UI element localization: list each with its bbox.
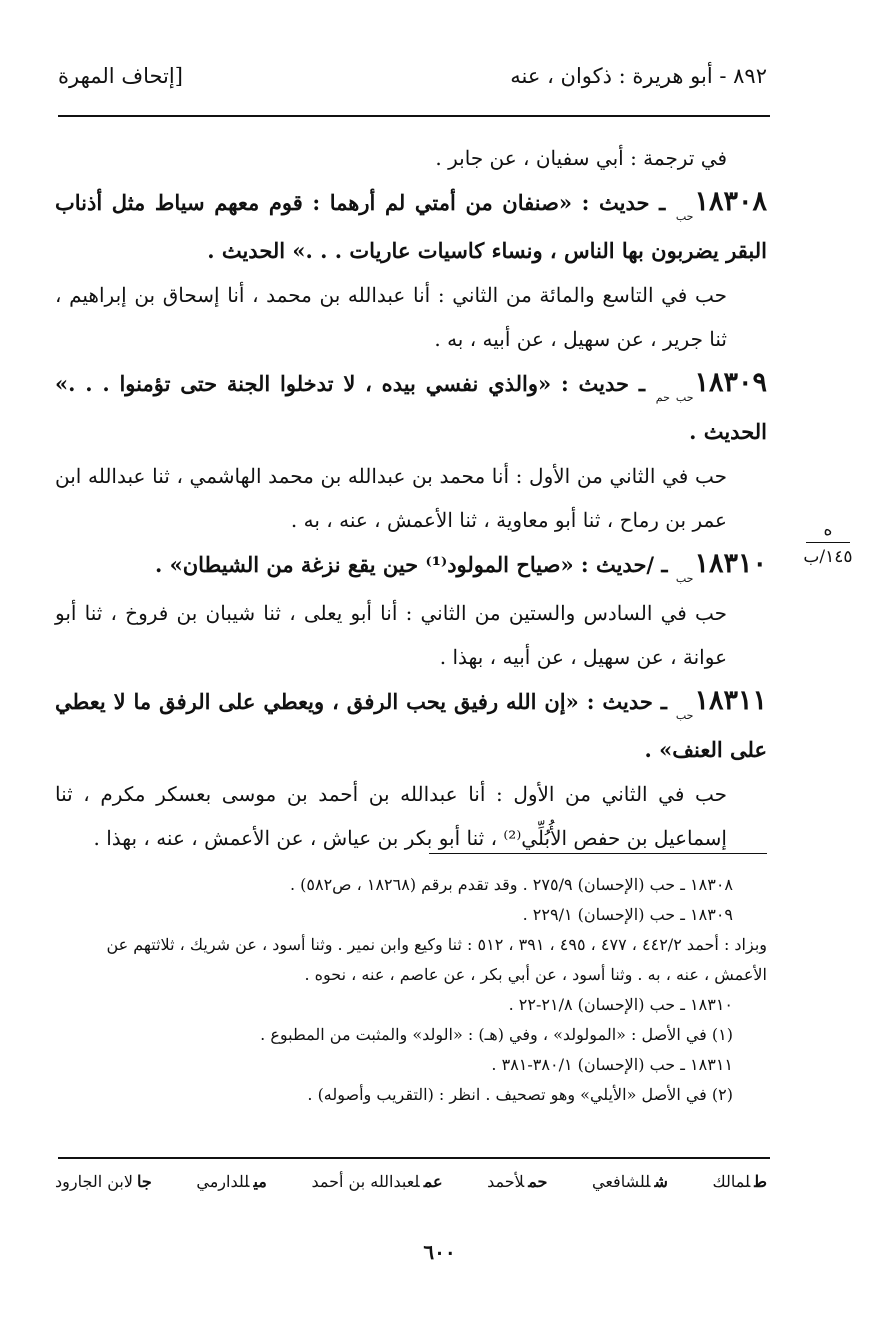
hadith-number: ١٨٣٠٩: [694, 367, 768, 398]
main-text: [55, 136, 767, 860]
footnotes: [55, 870, 767, 1110]
abbreviation-item: حملأحمد: [487, 1172, 548, 1191]
source-symbol: حب: [675, 210, 694, 223]
hadith-entry: $١٨٣٠٨_{حب}$ ـ حديث : «صنفان من أمتي لم أرهما : قوم معهم سياط مثل أذناب البقر يضربون بها الناس ، ونساء كاسيات عاريات . . .» الحديث .: [55, 186, 767, 263]
running-header-title: ٨٩٢ - أبو هريرة : ذكوان ، عنه: [510, 64, 767, 88]
folio-marker-bottom: ١٤٥/ب: [803, 547, 853, 567]
hadith-entry: $١٨٣٠٩_{حب حم}$ ـ حديث : «والذي نفسي بيده ، لا تدخلوا الجنة حتى تؤمنوا . . .» الحديث .: [55, 367, 768, 444]
isnad-paragraph: حب في السادس والستين من الثاني : أنا أبو يعلى ، ثنا شيبان بن فروخ ، ثنا أبو عوانة ، عن سهيل ، عن أبيه ، بهذا .: [55, 601, 727, 669]
isnad-paragraph: حب في التاسع والمائة من الثاني : أنا عبدالله بن محمد ، أنا إسحاق بن إبراهيم ، ثنا جرير ، عن سهيل ، عن أبيه ، به .: [55, 283, 727, 351]
abbreviations-rule: [58, 1157, 770, 1159]
hadith-number: ١٨٣٠٨: [694, 186, 767, 217]
page-number: ٦٠٠: [423, 1240, 456, 1264]
hadith-text: «صياح المولود⁽¹⁾ حين يقع نزغة من الشيطان» .: [154, 552, 574, 577]
hadith-text: «والذي نفسي بيده ، لا تدخلوا الجنة حتى تؤمنوا . . .» الحديث .: [55, 371, 767, 444]
hadith-label: /حديث :: [580, 552, 655, 577]
footnote-line: ١٨٣١٠ ـ حب (الإحسان) ٢١/٨-٢٢ .: [508, 995, 733, 1014]
hadith-number: ١٨٣١٠: [694, 548, 767, 579]
hadith-number: ١٨٣١١: [694, 685, 767, 716]
footnote-line: (١) في الأصل : «المولولد» ، وفي (هـ) : «الولد» والمثبت من المطبوع .: [260, 1025, 733, 1044]
isnad-paragraph: حب في الثاني من الأول : أنا محمد بن عبدالله بن محمد الهاشمي ، ثنا عبدالله ابن عمر بن رماح ، ثنا أبو معاوية ، ثنا الأعمش ، عنه ، به .: [55, 464, 727, 532]
abbreviation-item: عملعبدالله بن أحمد: [311, 1172, 443, 1191]
hadith-label: حديث :: [560, 371, 630, 396]
abbreviation-item: ميللدارمي: [196, 1172, 267, 1191]
hadith-label: حديث :: [586, 689, 653, 714]
footnote-line: (٢) في الأصل «الأيلي» وهو تصحيف . انظر : (التقريب وأصوله) .: [307, 1085, 733, 1104]
hadith-entry: $١٨٣١١_{حب}$ ـ حديث : «إن الله رفيق يحب الرفق ، ويعطي على الرفق ما لا يعطي على العنف» .: [55, 685, 767, 762]
isnad-paragraph: حب في الثاني من الأول : أنا عبدالله بن أحمد بن موسى بعسكر مكرم ، ثنا إسماعيل بن حفص الأُبُلِّي⁽²⁾ ، ثنا أبو بكر بن عياش ، عن الأعمش ، عنه ، بهذا .: [55, 782, 727, 850]
hadith-text: «صنفان من أمتي لم أرهما : قوم معهم سياط مثل أذناب البقر يضربون بها الناس ، ونساء كاسيات عاريات . . .» الحديث .: [55, 190, 767, 263]
abbreviation-key: [55, 1172, 767, 1191]
abbreviation-item: شللشافعي: [592, 1172, 668, 1191]
folio-marker-line: [806, 542, 850, 543]
running-header-book: [إتحاف المهرة: [58, 64, 183, 88]
header-rule: [58, 115, 770, 117]
source-symbol: حب: [675, 572, 694, 585]
source-symbol: حب: [675, 709, 694, 722]
manuscript-folio-marker: [788, 520, 868, 567]
abbreviation-item: جالابن الجارود: [55, 1172, 152, 1191]
hadith-label: حديث :: [581, 190, 650, 215]
footnote-line: ١٨٣١١ ـ حب (الإحسان) ٣٨٠/١-٣٨١ .: [491, 1055, 733, 1074]
footnote-line: ١٨٣٠٨ ـ حب (الإحسان) ٢٧٥/٩ . وقد تقدم برقم (١٨٢٦٨ ، ص٥٨٢) .: [289, 875, 733, 894]
footnote-separator: [429, 853, 767, 854]
footnote-line: وبزاد : أحمد ٤٤٢/٢ ، ٤٧٧ ، ٤٩٥ ، ٣٩١ ، ٥١٢ : ثنا وكيع وابن نمير . وثنا أسود ، عن شريك ، ثلاثتهم عن الأعمش ، عنه ، به . وثنا أسود ، عن أبي بكر ، عن عاصم ، عنه ، نحوه .: [106, 935, 767, 984]
folio-marker-top: ه: [823, 520, 833, 540]
intro-line: في ترجمة : أبي سفيان ، عن جابر .: [435, 146, 727, 170]
abbreviation-item: طلمالك: [712, 1172, 767, 1191]
source-symbol: حب حم: [655, 391, 694, 404]
footnote-line: ١٨٣٠٩ ـ حب (الإحسان) ٢٢٩/١ .: [522, 905, 733, 924]
hadith-text: «إن الله رفيق يحب الرفق ، ويعطي على الرفق ما لا يعطي على العنف» .: [55, 689, 767, 762]
hadith-entry: $١٨٣١٠_{حب}$ ـ /حديث : «صياح المولود⁽¹⁾ حين يقع نزغة من الشيطان» .: [154, 548, 767, 585]
